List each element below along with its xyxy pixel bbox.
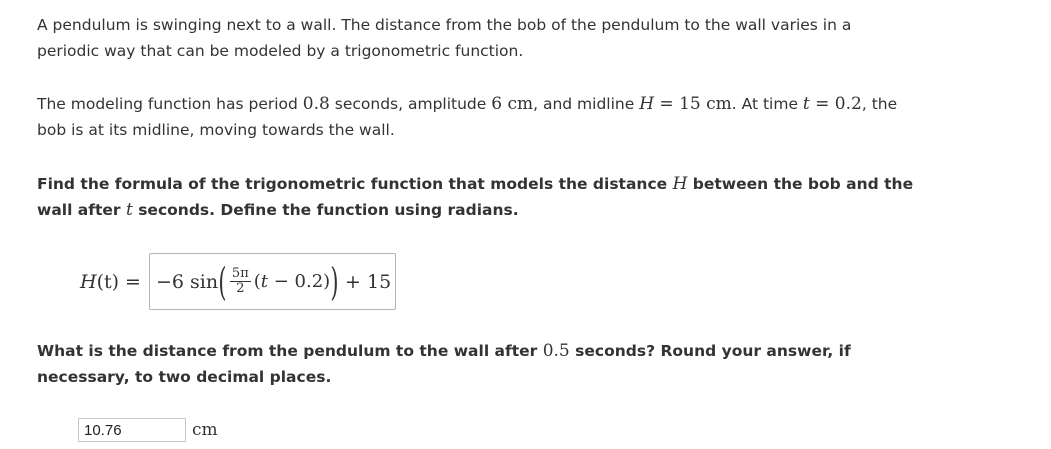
fraction — [230, 267, 251, 296]
query-time: 0.5 — [542, 341, 570, 361]
h-variable: H — [672, 174, 688, 194]
formula-lhs — [80, 271, 141, 293]
time-value: = 0.2 — [809, 94, 862, 114]
period-value: 0.8 — [302, 94, 330, 114]
problem-parameters — [37, 91, 917, 143]
fraction-numerator: 5π — [231, 266, 249, 281]
p3-text-1: Find the formula of the trigonometric function that models the distance — [37, 175, 673, 193]
formula-answer-box[interactable] — [149, 253, 396, 310]
p2-text-1: The modeling function has period — [37, 95, 303, 113]
coefficient-sin: −6 sin — [155, 270, 219, 293]
p5-text-1: What is the distance from the pendulum to the wall after — [37, 342, 543, 360]
amplitude-value: 6 cm — [491, 94, 534, 114]
p2-text-4: . At time — [731, 95, 803, 113]
lhs-argument: (t) — [96, 270, 120, 293]
time-variable: t — [802, 94, 810, 114]
formula-row — [80, 252, 396, 311]
fraction-denominator: 2 — [236, 281, 245, 296]
distance-answer-input[interactable] — [78, 418, 186, 442]
inner-expression: (t − 0.2) — [253, 271, 331, 292]
p2-text-3: , and midline — [533, 95, 640, 113]
p5-text-2: seconds? Round your answer, if necessary, to two decimal places. — [37, 342, 851, 386]
p3-text-3: seconds. Define the function using radians. — [132, 201, 519, 219]
p2-text-2: seconds, amplitude — [329, 95, 492, 113]
formula-tail: + 15 — [345, 270, 392, 293]
inner-variable: t — [260, 271, 269, 292]
question-formula — [37, 171, 917, 223]
midline-variable: H — [639, 94, 655, 114]
question-distance — [37, 338, 917, 390]
p3-text-2: between the bob and the wall after — [37, 175, 914, 219]
lhs-function-name: H — [80, 270, 97, 293]
problem-intro: A pendulum is swinging next to a wall. The distance from the bob of the pendulum to the wall varies in a periodic way that can be modeled by a trigonometric function. — [37, 16, 852, 60]
left-paren: ( — [218, 259, 227, 304]
equals-sign: = — [125, 270, 141, 293]
midline-value: = 15 cm — [654, 94, 732, 114]
right-paren: ) — [330, 259, 339, 304]
answer-row — [78, 418, 218, 442]
t-variable: t — [125, 200, 133, 220]
p2-text-5: , the bob is at its midline, moving towards the wall. — [37, 95, 898, 139]
answer-unit: cm — [192, 420, 218, 440]
